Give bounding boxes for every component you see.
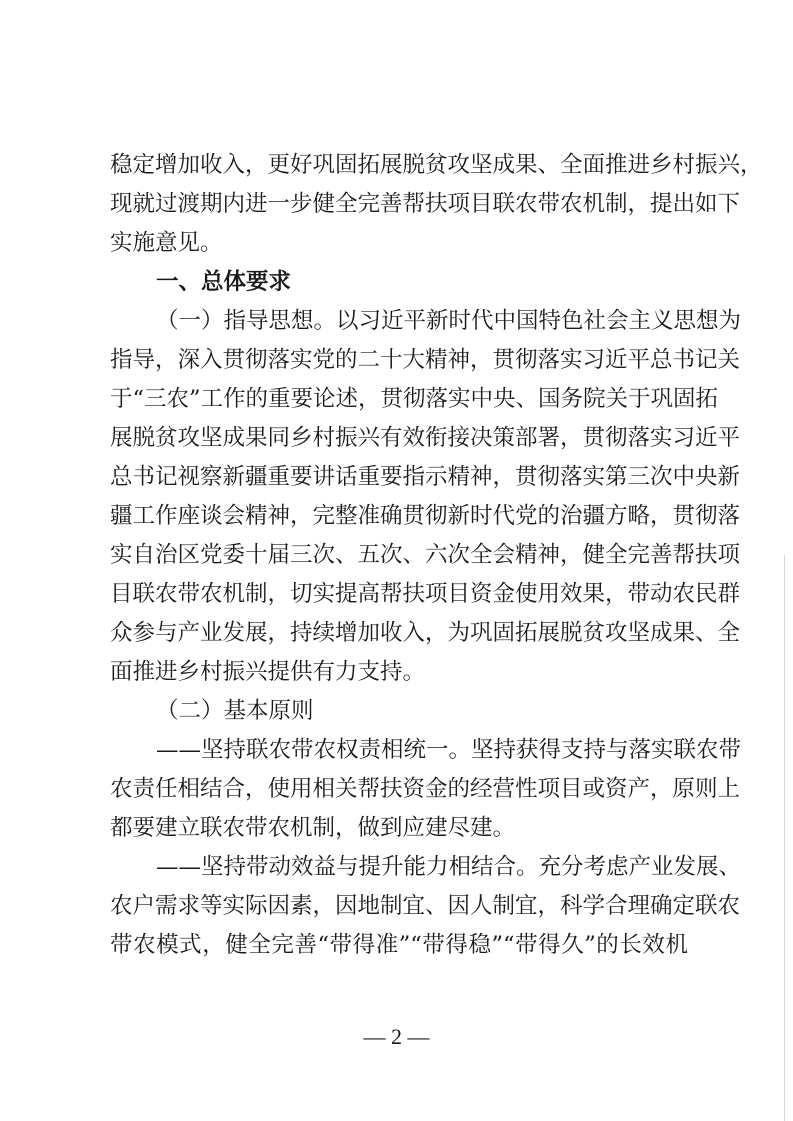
body-text: ——坚持带动效益与提升能力相结合。充分考虑产业发展、 [156, 854, 742, 880]
body-line [0, 457, 793, 497]
body-line [0, 847, 793, 887]
body-text: 疆工作座谈会精神，完整准确贯彻新时代党的治疆方略，贯彻落 [110, 503, 741, 529]
subsection-heading-text: （二）基本原则 [156, 698, 314, 724]
subsection-heading [0, 691, 793, 731]
body-line [0, 418, 793, 458]
section-heading [0, 262, 793, 302]
body-text: 指导，深入贯彻落实党的二十大精神，贯彻落实习近平总书记关 [110, 347, 741, 373]
body-text: 农户需求等实际因素，因地制宜、因人制宜，科学合理确定联农 [110, 893, 741, 919]
body-text: 众参与产业发展，持续增加收入，为巩固拓展脱贫攻坚成果、全 [110, 620, 741, 646]
body-text: 都要建立联农带农机制，做到应建尽建。 [110, 815, 516, 841]
body-text: 总书记视察新疆重要讲话重要指示精神，贯彻落实第三次中央新 [110, 464, 741, 490]
body-text: 实施意见。 [110, 230, 223, 256]
body-text: 带农模式，健全完善“带得准”“带得稳”“带得久”的长效机 [110, 932, 688, 958]
body-line [0, 730, 793, 770]
body-text: 稳定增加收入，更好巩固拓展脱贫攻坚成果、全面推进乡村振兴， [110, 152, 763, 178]
body-line [0, 496, 793, 536]
body-text: 于“三农”工作的重要论述，贯彻落实中央、国务院关于巩固拓 [110, 386, 719, 412]
body-text: 实自治区党委十届三次、五次、六次全会精神，健全完善帮扶项 [110, 542, 741, 568]
body-text: 现就过渡期内进一步健全完善帮扶项目联农带农机制，提出如下 [110, 191, 741, 217]
body-text: 面推进乡村振兴提供有力支持。 [110, 659, 426, 685]
section-heading-text: 一、总体要求 [156, 269, 292, 295]
page-number: — 2 — [363, 1024, 430, 1049]
body-line [0, 808, 793, 848]
body-text: ——坚持联农带农权责相统一。坚持获得支持与落实联农带 [156, 737, 742, 763]
body-line [0, 535, 793, 575]
subsection-line [0, 301, 793, 341]
body-line [0, 145, 793, 185]
body-line [0, 886, 793, 926]
body-line [0, 340, 793, 380]
body-line [0, 574, 793, 614]
body-text: （一）指导思想。以习近平新时代中国特色社会主义思想为 [156, 308, 742, 334]
body-text: 农责任相结合，使用相关帮扶资金的经营性项目或资产，原则上 [110, 776, 741, 802]
body-line [0, 184, 793, 224]
body-line [0, 769, 793, 809]
body-text: 展脱贫攻坚成果同乡村振兴有效衔接决策部署，贯彻落实习近平 [110, 425, 741, 451]
body-line [0, 652, 793, 692]
body-line [0, 925, 793, 965]
body-line [0, 613, 793, 653]
body-line [0, 223, 793, 263]
body-text: 目联农带农机制，切实提高帮扶项目资金使用效果，带动农民群 [110, 581, 741, 607]
body-line [0, 379, 793, 419]
